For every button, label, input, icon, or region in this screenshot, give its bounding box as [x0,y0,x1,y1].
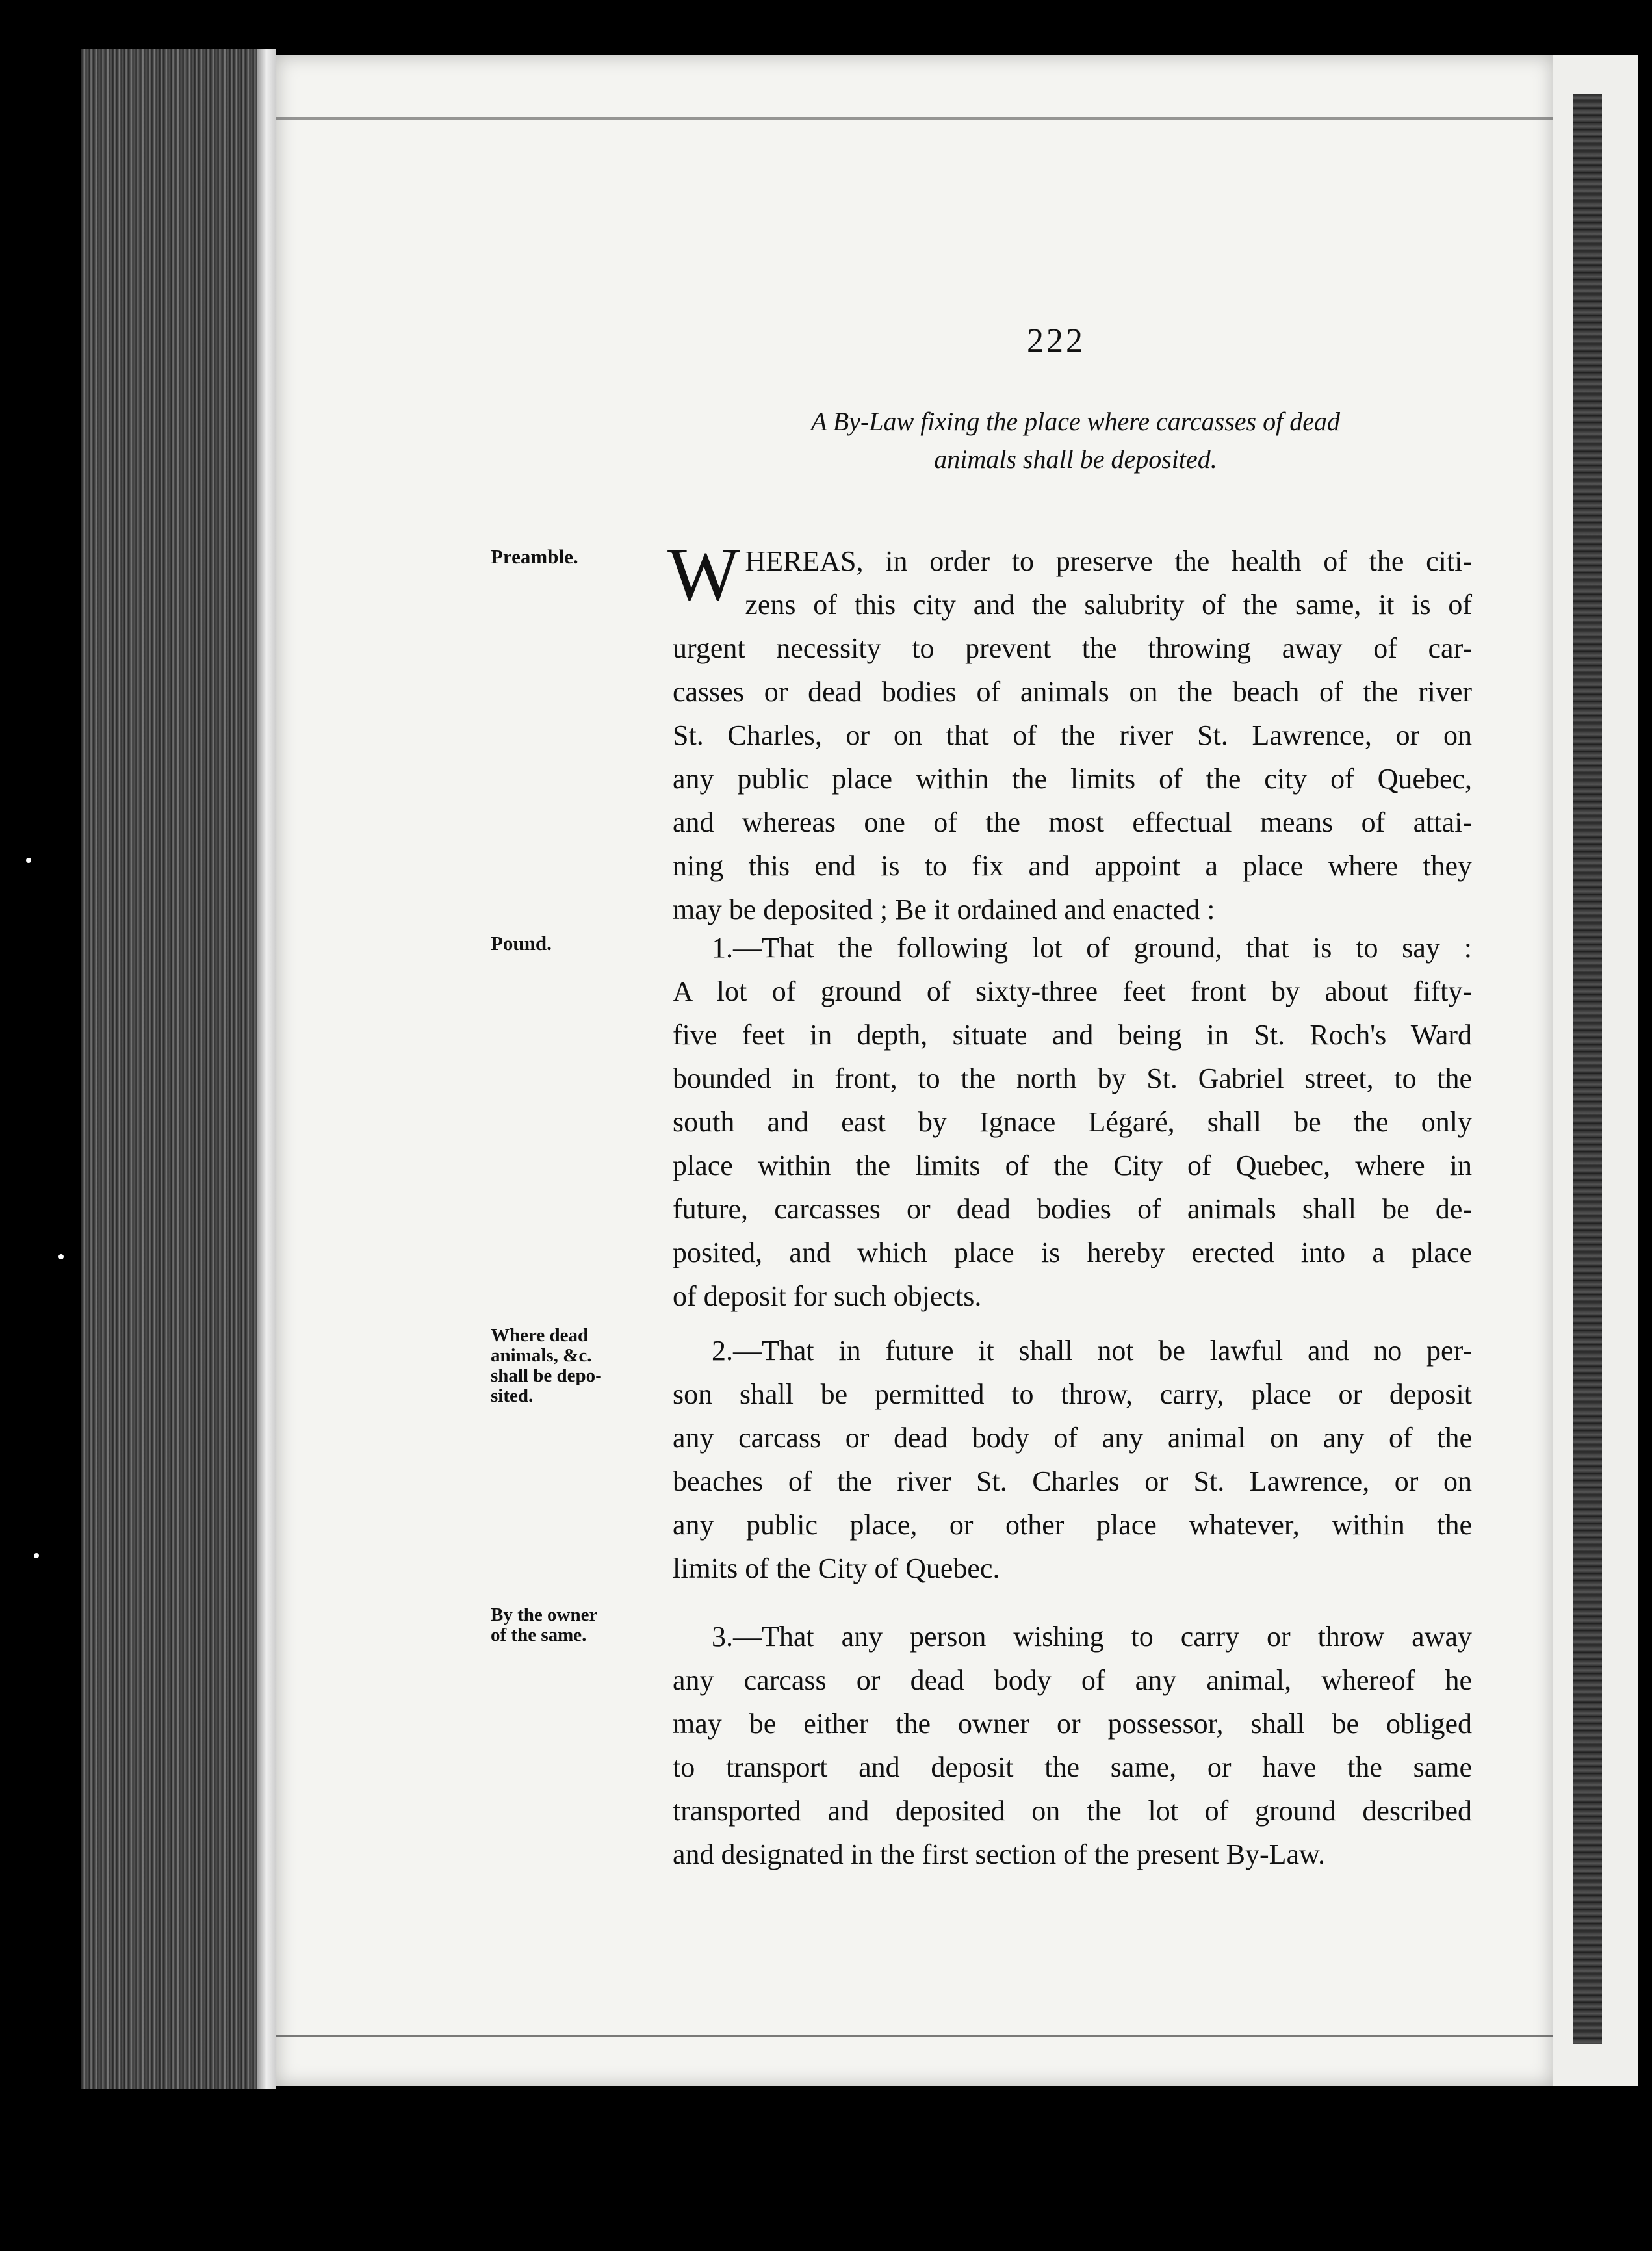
text-line: transported and deposited on the lot of ground described [673,1795,1472,1827]
text-line: HEREAS, in order to preserve the health of the citi- [745,545,1472,577]
top-rule [276,117,1553,120]
title-line-1: A By-Law fixing the place where carcasses of dead [811,407,1340,436]
margin-note-where-dead: Where dead animals, &c. shall be depo- sited. [491,1325,602,1406]
text-line: A lot of ground of sixty-three feet front by about fifty- [673,975,1472,1007]
text-line: limits of the City of Quebec. [673,1552,1000,1584]
text-line: any public place within the limits of the city of Quebec, [673,763,1472,795]
text-line: son shall be permitted to throw, carry, place or deposit [673,1378,1472,1410]
scan-speck [26,858,31,863]
text-line: urgent necessity to prevent the throwing away of car- [673,632,1472,664]
text-line: of deposit for such objects. [673,1280,982,1312]
preamble-paragraph [667,532,1472,931]
bylaw-title [702,403,1449,478]
book-page-edges [81,49,276,2089]
text-line: place within the limits of the City of Quebec, where in [673,1150,1472,1181]
text-line: south and east by Ignace Légaré, shall be the only [673,1106,1472,1138]
margin-note-pound: Pound. [491,932,552,955]
margin-note-by-owner: By the owner of the same. [491,1604,598,1645]
text-line: and designated in the first section of the present By-Law. [673,1838,1325,1870]
scan-speck [34,1553,39,1558]
text-line: any carcass or dead body of any animal, whereof he [673,1664,1472,1696]
text-line: casses or dead bodies of animals on the beach of the river [673,676,1472,708]
text-line: and whereas one of the most effectual means of attai- [673,806,1472,838]
text-line: posited, and which place is hereby erected into a place [673,1237,1472,1268]
text-line: to transport and deposit the same, or have the same [673,1751,1472,1783]
title-line-2: animals shall be deposited. [934,444,1217,474]
text-line: St. Charles, or on that of the river St. Lawrence, or on [673,719,1472,751]
scan-speck [58,1254,64,1259]
text-line: future, carcasses or dead bodies of animals shall be de- [673,1193,1472,1225]
text-line: may be deposited ; Be it ordained and enacted : [673,894,1215,925]
text-line: any public place, or other place whatever, within the [673,1509,1472,1541]
section-1-paragraph [673,926,1472,1318]
section-2-paragraph [673,1329,1472,1590]
margin-note-preamble: Preamble. [491,545,578,568]
section-3-paragraph [673,1615,1472,1876]
text-line: beaches of the river St. Charles or St. Lawrence, or on [673,1465,1472,1497]
text-line: 3.—That any person wishing to carry or throw away [712,1621,1472,1653]
text-line: zens of this city and the salubrity of the same, it is of [745,589,1472,621]
text-line: 2.—That in future it shall not be lawful and no per- [712,1335,1472,1367]
text-line: ning this end is to fix and appoint a place where they [673,850,1472,882]
text-line: 1.—That the following lot of ground, that is to say : [712,932,1472,964]
page-number: 222 [1027,322,1085,359]
text-line: bounded in front, to the north by St. Gabriel street, to the [673,1062,1472,1094]
text-line: any carcass or dead body of any animal on any of the [673,1422,1472,1454]
text-line: may be either the owner or possessor, shall be obliged [673,1708,1472,1740]
bottom-rule [276,2035,1553,2037]
text-line: five feet in depth, situate and being in St. Roch's Ward [673,1019,1472,1051]
dropcap: W [667,532,740,617]
adjacent-page [1553,55,1638,2086]
